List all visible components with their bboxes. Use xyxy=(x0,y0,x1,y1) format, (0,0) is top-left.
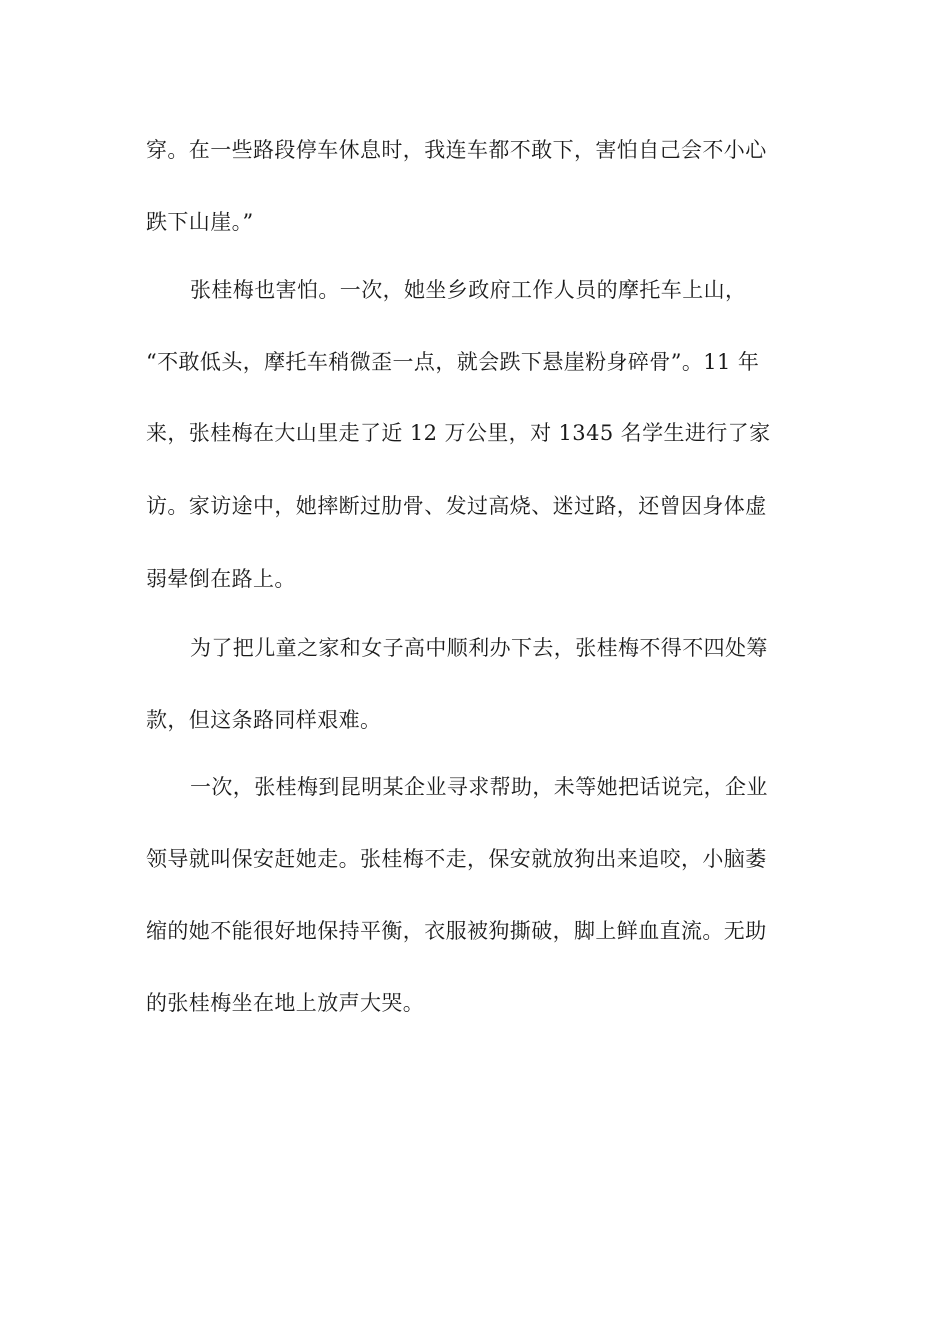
text-line: 访。家访途中，她摔断过肋骨、发过高烧、迷过路，还曾因身体虚 xyxy=(146,494,767,518)
text-line: 款，但这条路同样艰难。 xyxy=(146,708,382,732)
text-line: 跌下山崖。” xyxy=(146,210,254,234)
text-line: “不敢低头，摩托车稍微歪一点，就会跌下悬崖粉身碎骨”。11 年 xyxy=(146,350,760,374)
paragraph-first-line: 一次，张桂梅到昆明某企业寻求帮助，未等她把话说完，企业 xyxy=(190,775,768,799)
text-line: 的张桂梅坐在地上放声大哭。 xyxy=(146,991,425,1015)
paragraph-first-line: 为了把儿童之家和女子高中顺利办下去，张桂梅不得不四处筹 xyxy=(190,636,768,660)
text-line: 来，张桂梅在大山里走了近 12 万公里，对 1345 名学生进行了家 xyxy=(146,421,771,445)
text-line: 弱晕倒在路上。 xyxy=(146,567,296,591)
text-line: 穿。在一些路段停车休息时，我连车都不敢下，害怕自己会不小心 xyxy=(146,138,767,162)
text-line: 领导就叫保安赶她走。张桂梅不走，保安就放狗出来追咬，小脑萎 xyxy=(146,847,767,871)
text-line: 缩的她不能很好地保持平衡，衣服被狗撕破，脚上鲜血直流。无助 xyxy=(146,919,767,943)
paragraph-first-line: 张桂梅也害怕。一次，她坐乡政府工作人员的摩托车上山， xyxy=(190,278,747,302)
